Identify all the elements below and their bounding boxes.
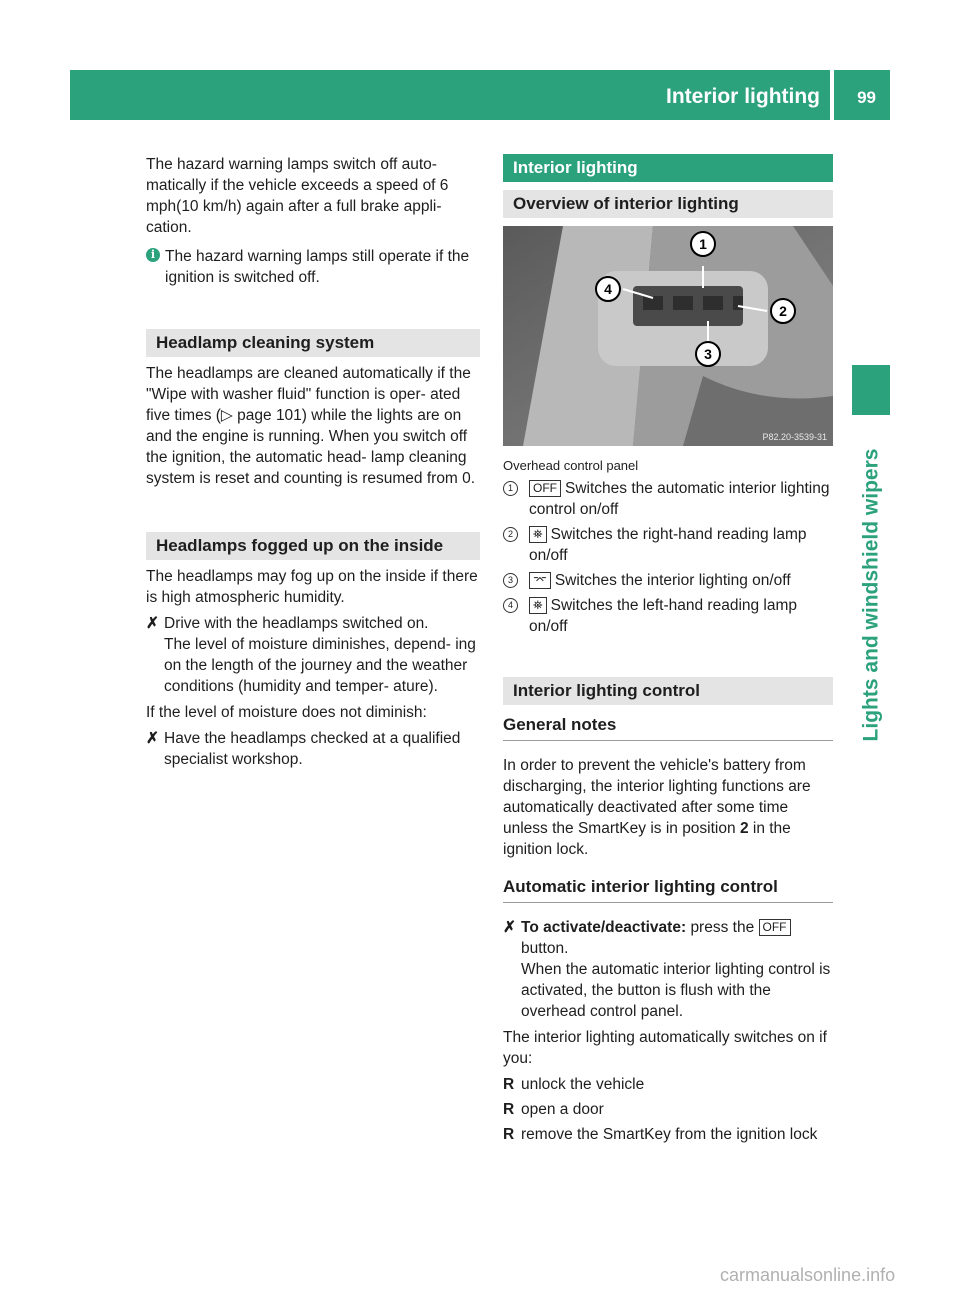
- header-bar: [70, 70, 890, 120]
- header-divider: [830, 70, 834, 120]
- fogged-text: The headlamps may fog up on the inside if there is high atmospheric humidity.: [146, 568, 478, 606]
- list-item: R open a door: [503, 1101, 604, 1118]
- side-tab-label: Lights and windshield wipers: [859, 448, 883, 742]
- fogged-heading: Headlamps fogged up on the inside: [146, 532, 480, 560]
- bullet-r-icon: R: [503, 1101, 515, 1118]
- callout-number-icon: 1: [503, 481, 518, 496]
- svg-text:1: 1: [699, 236, 707, 252]
- callout-2: [771, 299, 795, 323]
- callout-number-icon: 3: [503, 573, 518, 588]
- section-heading: Interior lighting: [503, 154, 833, 182]
- svg-text:3: 3: [704, 346, 712, 362]
- auto-switch-text: The interior lighting automatically switches on if you:: [503, 1029, 827, 1067]
- reading-lamp-icon: ⛯: [529, 526, 547, 543]
- step-item: ✗ To activate/deactivate: press the OFF button.: [503, 917, 833, 959]
- image-caption: Overhead control panel: [503, 458, 639, 473]
- callout-4: [596, 277, 620, 301]
- page-number: 99: [857, 88, 876, 107]
- general-notes-text: In order to prevent the vehicle's battery from discharging, the interior lighting functions are automatically deactivated after some time unless the SmartKey is in position 2 in the ignition lock.: [503, 757, 811, 858]
- control-heading: Interior lighting control: [503, 677, 833, 705]
- bullet-r-icon: R: [503, 1126, 515, 1143]
- reading-lamp-icon: ⛯: [529, 597, 547, 614]
- headlamp-cleaning-text: The headlamps are cleaned automatically if the "Wipe with washer fluid" function is oper- ated five times (▷ page 101) while the lights are on and the engine is running. When you switch off the ignition, the automatic head- lamp cleaning system is reset and counting is resumed from 0.: [146, 365, 476, 487]
- watermark: carmanualsonline.info: [720, 1265, 896, 1285]
- step-item: ✗ Drive with the headlamps switched on.: [146, 615, 429, 632]
- step-arrow-icon: ✗: [146, 730, 159, 747]
- general-notes-heading: General notes: [503, 714, 833, 741]
- interior-light-icon: ⌤: [529, 572, 551, 589]
- overhead-panel-photo: [503, 226, 833, 446]
- bullet-r-icon: R: [503, 1076, 515, 1093]
- overview-heading: Overview of interior lighting: [503, 190, 833, 218]
- svg-text:4: 4: [604, 281, 612, 297]
- auto-light-icon: OFF: [759, 919, 791, 936]
- side-tab-marker: [852, 365, 890, 415]
- intro-paragraph: The hazard warning lamps switch off auto- matically if the vehicle exceeds a speed of 6 mph(10 km/h) again after a full brake appli- cation.: [146, 156, 449, 236]
- list-item: R unlock the vehicle: [503, 1076, 645, 1093]
- info-note: [146, 246, 480, 288]
- legend-item: 2 ⛯ Switches the right-hand reading lamp on/off: [503, 524, 833, 566]
- headlamp-cleaning-heading: Headlamp cleaning system: [146, 329, 480, 357]
- auto-control-heading: Automatic interior lighting control: [503, 876, 833, 903]
- right-column-lower: [503, 455, 833, 1145]
- callout-number-icon: 4: [503, 598, 518, 613]
- right-column: [503, 154, 833, 218]
- callout-1: [691, 232, 715, 256]
- step-item: ✗ Have the headlamps checked at a qualified specialist workshop.: [146, 730, 461, 768]
- step-detail: When the automatic interior lighting control is activated, the button is flush with the overhead control panel.: [521, 961, 831, 1020]
- legend-item: 1 OFF Switches the automatic interior lighting control on/off: [503, 478, 833, 520]
- condition-text: If the level of moisture does not diminish:: [146, 704, 427, 721]
- left-column: [146, 154, 480, 770]
- legend-item: 3 ⌤ Switches the interior lighting on/off: [503, 570, 833, 591]
- callout-3: [696, 342, 720, 366]
- page-title: Interior lighting: [666, 85, 820, 108]
- callout-number-icon: 2: [503, 527, 518, 542]
- step-arrow-icon: ✗: [503, 919, 516, 936]
- info-icon: i: [146, 248, 160, 262]
- step-arrow-icon: ✗: [146, 615, 159, 632]
- image-code: P82.20-3539-31: [762, 432, 827, 442]
- auto-light-icon: OFF: [529, 480, 561, 497]
- legend-item: 4 ⛯ Switches the left-hand reading lamp on/off: [503, 595, 833, 637]
- list-item: R remove the SmartKey from the ignition lock: [503, 1126, 818, 1143]
- svg-text:2: 2: [779, 303, 787, 319]
- step-detail: The level of moisture diminishes, depend- ing on the length of the journey and the weather conditions (humidity and temper- ature).: [164, 636, 476, 695]
- info-note-text: The hazard warning lamps still operate if the ignition is switched off.: [165, 248, 470, 286]
